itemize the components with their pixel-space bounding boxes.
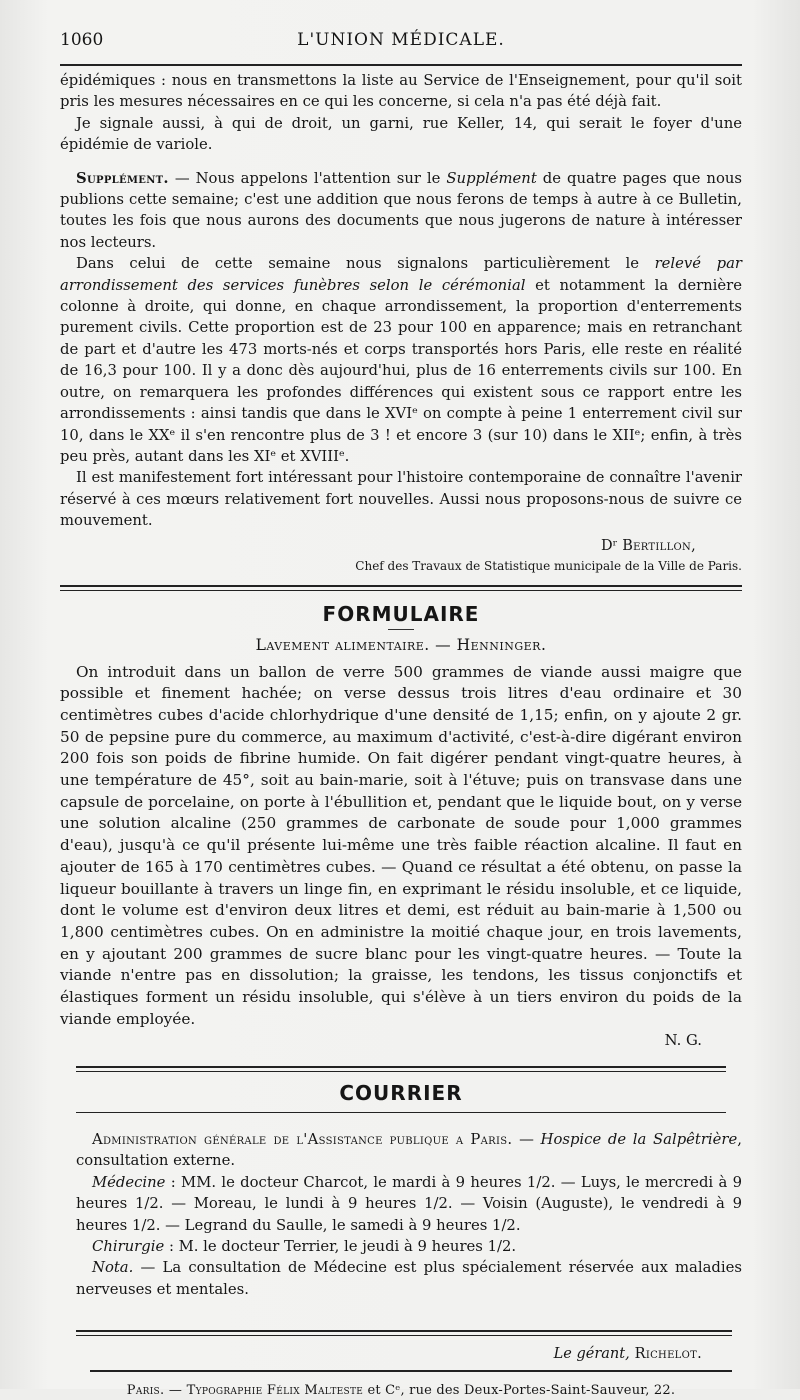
bertillon-signature [60, 536, 696, 557]
imprint-text-a: Paris. — Typographie [126, 1383, 267, 1399]
supplement-paragraph-3: Il est manifestement fort intéressant pour l'histoire contemporaine de connaître l'avenir réservé à ces mœurs relativement fort nouvelles. Aussi nous proposons-nous de suivre ce mouvement. [60, 469, 742, 530]
supplement-p2-text-b: et notamment la dernière colonne à droite, qui donne, en chaque arrondissement, la proportion d'enterrements purement civils. Cette proportion est de 23 pour 100 en apparence; mais en retranchant de part et d'autre les 473 morts-nés et corps transportés hors Paris, elle reste en réalité de 16,3 pour 100. Il y a donc dès aujourd'hui, plus de 16 enterrements civils sur 100. En outre, on remarquera les profondes différences qui existent sous ce rapport entre les arrondissements : ainsi tandis que dans le XVIᵉ on compte à peine 1 enterrement civil sur 10, dans le XXᵉ il s'en rencontre plus de 3 ! et encore 3 (sur 10) dans le XIIᵉ; enfin, à très peu près, autant dans les XIᵉ et XVIIIᵉ. [60, 276, 742, 465]
supplement-p2-italic: relevé par arrondissement des services funèbres selon le cérémonial [60, 255, 743, 294]
imprint-printer: Félix Malteste [266, 1383, 364, 1399]
chirurgie-text: : M. le docteur Terrier, le jeudi à 9 heures 1/2. [164, 1237, 517, 1255]
courrier-admin-rest: , consultation externe. [76, 1130, 742, 1170]
footer-bottom-rule [90, 1370, 732, 1372]
courrier-body [76, 1129, 742, 1300]
formulaire-title-underline [388, 629, 414, 630]
gerant-name: Richelot. [629, 1346, 702, 1363]
imprint-text-b: et Cᵉ, rue des Deux-Portes-Saint-Sauveur, 22. [363, 1383, 676, 1399]
intro-section [60, 70, 742, 156]
formulaire-initials: N. G. [664, 1032, 702, 1050]
nota-label: Nota. [92, 1259, 134, 1277]
footer-top-rule [76, 1330, 732, 1336]
courrier-title-rule [76, 1112, 726, 1113]
intro-paragraph-1: épidémiques : nous en transmettons la liste au Service de l'Enseignement, pour qu'il soit pris les mesures nécessaires en ce qui les concerne, si cela n'a pas été déjà fait. [60, 72, 742, 111]
chirurgie-label: Chirurgie [92, 1237, 165, 1255]
courrier-title: COURRIER [339, 1080, 463, 1105]
journal-title: L'UNION MÉDICALE. [297, 30, 505, 50]
supplement-p2-text-a: Dans celui de cette semaine nous signalons particulièrement le [76, 255, 655, 273]
supplement-label: Supplément. [76, 169, 169, 187]
courrier-admin-label: Administration générale de l'Assistance publique a Paris. [92, 1130, 513, 1148]
courrier-chirurgie-paragraph [76, 1236, 742, 1257]
header-rule [60, 64, 742, 66]
supplement-paragraph-1 [60, 168, 742, 254]
medecine-text: : MM. le docteur Charcot, le mardi à 9 heures 1/2. — Luys, le mercredi à 9 heures 1/2. — Moreau, le lundi à 9 heures 1/2. — Voisin (Auguste), le vendredi à 9 heures 1/2. — Legrand du Saulle, le samedi à 9 heures 1/2. [76, 1173, 742, 1234]
courrier-admin-dash: — [512, 1130, 541, 1148]
formulaire-body [60, 662, 742, 1031]
page-number: 1060 [60, 30, 104, 50]
signature-prefix: Dʳ [600, 537, 623, 554]
supplement-section [60, 168, 742, 532]
supplement-p1-text-a: — Nous appelons l'attention sur le [168, 169, 447, 187]
signature-title: Chef des Travaux de Statistique municipale de la Ville de Paris. [355, 558, 742, 573]
signature-name: Bertillon, [622, 537, 696, 554]
courrier-top-rule [76, 1066, 726, 1072]
intro-paragraph-2: Je signale aussi, à qui de droit, un garni, rue Keller, 14, qui serait le foyer d'une épidémie de variole. [60, 114, 742, 154]
formulaire-subtitle: Lavement alimentaire. — Henninger. [255, 635, 547, 654]
supplement-paragraph-2 [60, 253, 742, 467]
imprint-line [60, 1382, 742, 1400]
formulaire-top-rule [60, 585, 742, 591]
running-header [60, 30, 742, 56]
gerant-signature [60, 1344, 702, 1364]
formulaire-title: FORMULAIRE [322, 601, 480, 626]
courrier-hospice-name: Hospice de la Salpêtrière [540, 1130, 738, 1148]
nota-text: — La consultation de Médecine est plus spécialement réservée aux maladies nerveuses et mentales. [76, 1259, 742, 1298]
medecine-label: Médecine [92, 1173, 166, 1191]
supplement-p1-text-b: de quatre pages que nous publions cette semaine; c'est une addition que nous ferons de temps à autre à ce Bulletin, toutes les fois que nous aurons des documents que nous jugerons de nature à intéresser nos lecteurs. [60, 169, 742, 251]
courrier-nota-paragraph [76, 1257, 742, 1300]
courrier-medecine-paragraph [76, 1172, 742, 1236]
gerant-label: Le gérant, [553, 1346, 630, 1363]
supplement-p1-italic: Supplément [446, 169, 537, 187]
formulaire-paragraph: On introduit dans un ballon de verre 500 grammes de viande aussi maigre que possible et finement hachée; on verse dessus trois litres d'eau ordinaire et 30 centimètres cubes d'acide chlorhydrique d'une densité de 1,15; enfin, on y ajoute 2 gr. 50 de pepsine pure du commerce, au maximum d'activité, c'est-à-dire digérant environ 200 fois son poids de fibrine humide. On fait digérer pendant vingt-quatre heures, à une température de 45°, soit au bain-marie, soit à l'étuve; puis on transvase dans une capsule de porcelaine, on porte à l'ébullition et, pendant que le liquide bout, on y verse une solution alcaline (250 grammes de carbonate de soude pour 1,000 grammes d'eau), jusqu'à ce qu'il présente lui-même une très faible réaction alcaline. Il faut en ajouter de 165 à 170 centimètres cubes. — Quand ce résultat a été obtenu, on passe la liqueur bouillante à travers un linge fin, en exprimant le résidu insoluble, et ce liquide, dont le volume est d'environ deux litres et demi, est réduit au bain-marie à 1,500 ou 1,800 centimètres cubes. On en administre la moitié chaque jour, en trois lavements, en y ajoutant 200 grammes de sucre blanc pour les vingt-quatre heures. — Toute la viande n'entre pas en dissolution; la graisse, les tendons, les tissus conjonctifs et élastiques forment un résidu insoluble, qui s'élève à un tiers environ du poids de la viande employée. [60, 662, 742, 1028]
courrier-admin-paragraph [76, 1129, 742, 1172]
